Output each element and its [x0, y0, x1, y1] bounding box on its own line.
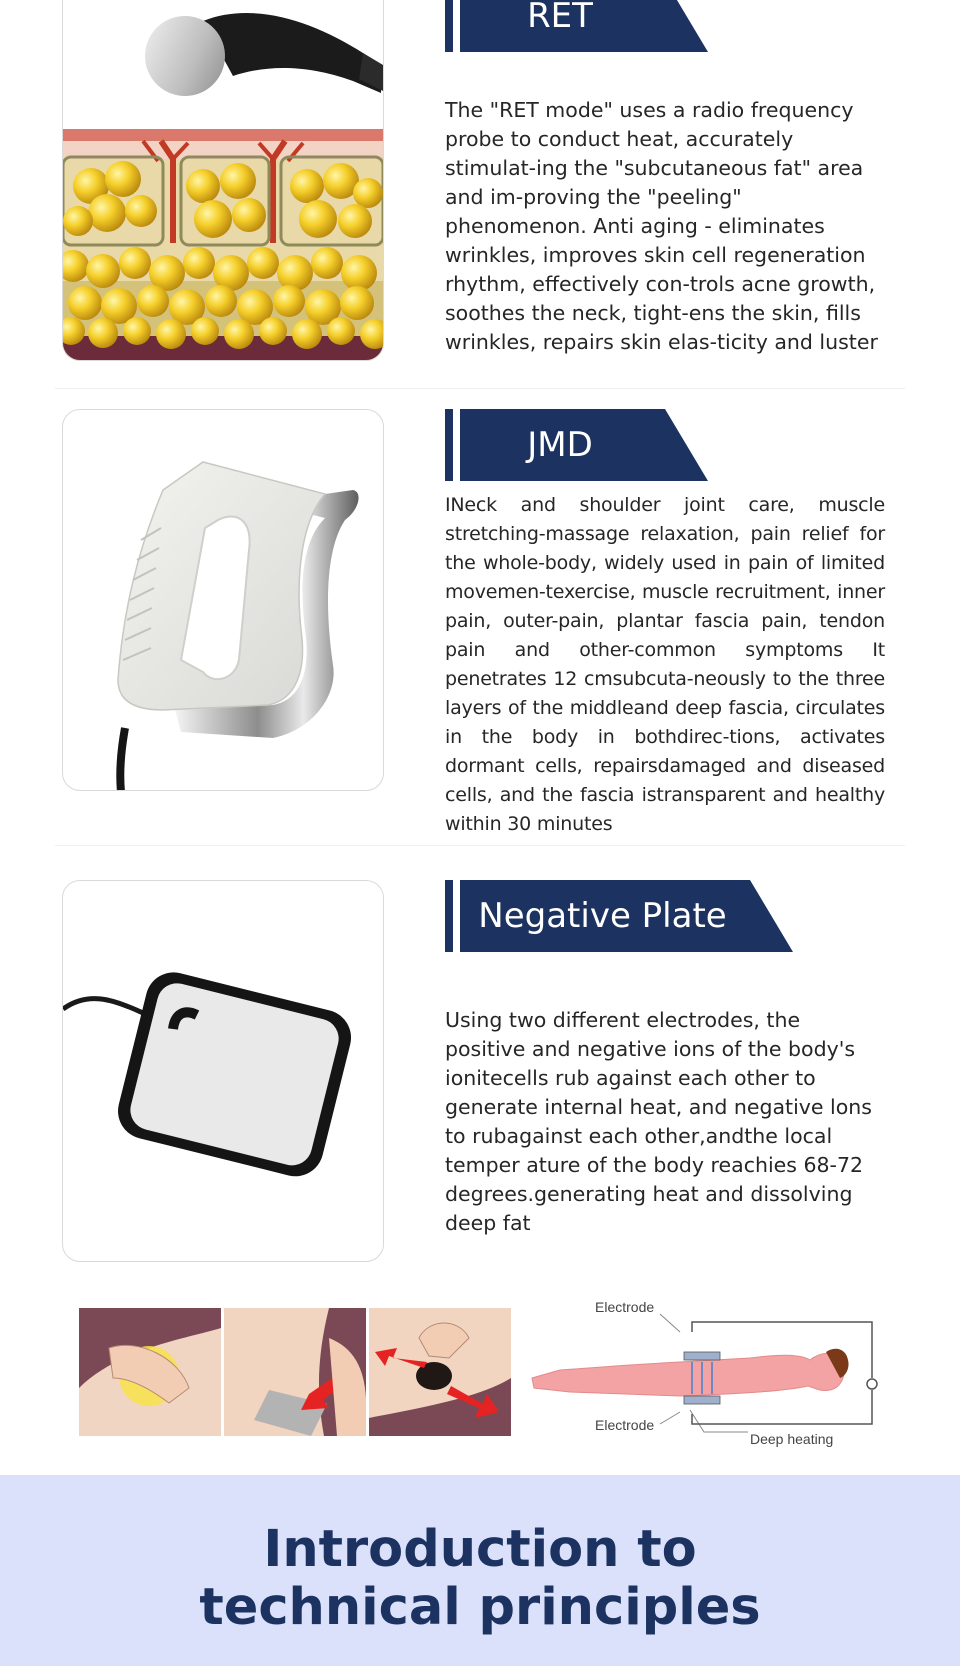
deep-heating-label: Deep heating [750, 1431, 834, 1447]
title-accent-bar [445, 880, 453, 952]
ret-title: RET [527, 0, 593, 36]
section-divider [55, 845, 905, 846]
jmd-product-image [62, 409, 384, 791]
electrode-top-label: Electrode [595, 1299, 655, 1315]
negative-plate-title: Negative Plate [478, 896, 727, 936]
banner-heading-line-2: technical principles [199, 1578, 761, 1637]
negative-plate-image [62, 880, 384, 1262]
banner-heading [0, 1521, 960, 1637]
title-accent-bar [445, 0, 453, 52]
ret-product-image [62, 0, 384, 361]
banner-heading-line-1: Introduction to [263, 1520, 697, 1579]
electrode-bottom-label: Electrode [595, 1417, 655, 1433]
negative-plate-description: Using two different electrodes, the positive and negative ions of the body's ionitecells rub against each other to generate internal heat, and negative lons to rubagainst each other,andthe local temper ature of the body reachies 68-72 degrees.generating heat and dissolving deep fat [445, 1008, 872, 1235]
title-accent-bar [445, 409, 453, 481]
electrode-diagram [530, 1292, 885, 1452]
section-divider [55, 388, 905, 389]
ret-description: The "RET mode" uses a radio frequency probe to conduct heat, accurately stimulat-ing the "subcutaneous fat" area and im-proving the "peeling" phenomenon. Anti aging - eliminates wrinkles, improves skin cell regeneration rhythm, effectively con-trols acne growth, soothes the neck, tight-ens the skin, fills wrinkles, repairs skin elas-ticity and luster [445, 98, 878, 354]
jmd-description: INeck and shoulder joint care, muscle stretching-massage relaxation, pain relief for the whole-body, widely used in pain of limited movemen-texercise, muscle recruitment, inner pain, outer-pain, plantar fascia pain, tendon pain and other-common symptoms It penetrates 12 cmsubcuta-neously to the three layers of the middleand deep fascia, circulates in the body in bothdirec-tions, activates dormant cells, repairsdamaged and diseased cells, and the fascia istransparent and healthy within 30 minutes [445, 494, 885, 835]
jmd-title: JMD [527, 425, 593, 465]
treatment-photo-strip [79, 1308, 511, 1436]
technical-principles-banner [0, 1475, 960, 1666]
